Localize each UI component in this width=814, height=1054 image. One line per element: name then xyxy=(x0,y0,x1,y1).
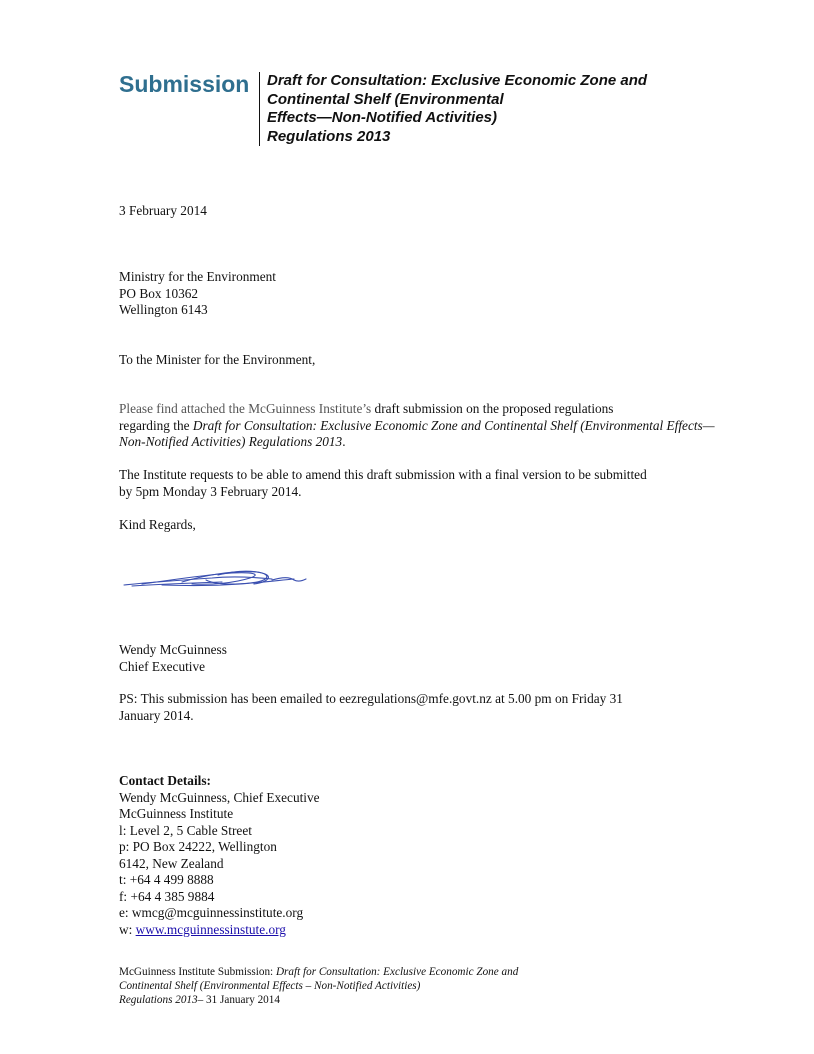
contact-line: f: +64 4 385 9884 xyxy=(119,888,215,904)
title-line: Effects—Non-Notified Activities) xyxy=(267,109,498,126)
document-title xyxy=(267,72,707,146)
signer-name: Wendy McGuinness xyxy=(119,642,227,657)
contact-line: Wendy McGuinness, Chief Executive xyxy=(119,789,320,805)
footer-line xyxy=(119,965,518,979)
footer-date: – 31 January 2014 xyxy=(197,994,280,1006)
footer-line xyxy=(119,993,518,1007)
sentence-end: . xyxy=(342,434,346,449)
contact-heading: Contact Details: xyxy=(119,773,211,788)
signature-image xyxy=(122,564,308,598)
title-line: Regulations 2013 xyxy=(267,127,391,145)
page-footer xyxy=(119,965,518,1007)
website-line xyxy=(119,922,320,939)
paragraph-line: by 5pm Monday 3 February 2014. xyxy=(119,483,302,499)
contact-line: t: +64 4 499 8888 xyxy=(119,872,214,887)
regulation-title-part2: Non-Notified Activities) Regulations 2013 xyxy=(119,434,343,449)
contact-line: p: PO Box 24222, Wellington xyxy=(119,839,277,854)
request-paragraph xyxy=(119,467,647,500)
signer-block xyxy=(119,642,227,675)
paragraph-line xyxy=(119,401,715,418)
postscript xyxy=(119,691,623,724)
address-line: Ministry for the Environment xyxy=(119,269,276,284)
contact-details xyxy=(119,773,320,938)
title-line: Continental Shelf (Environmental xyxy=(267,90,504,108)
intro-rest: draft submission on the proposed regulations xyxy=(371,401,614,416)
contact-line: McGuinness Institute xyxy=(119,806,234,821)
contact-line: l: Level 2, 5 Cable Street xyxy=(119,822,252,838)
header-label: Submission xyxy=(119,71,250,97)
footer-source: McGuinness Institute Submission: xyxy=(119,966,276,978)
intro-phrase: Please find attached the McGuinness Institute’s xyxy=(119,401,372,416)
website-prefix: w: xyxy=(119,921,136,937)
regulation-title-part1: Draft for Consultation: Exclusive Economic Zone and Continental Shelf (Environmental Effects— xyxy=(192,417,715,433)
website-link[interactable]: www.mcguinnessinstute.org xyxy=(135,921,286,937)
regarding-text: regarding the xyxy=(119,417,193,433)
paragraph-line xyxy=(119,434,715,451)
footer-title-part1: Draft for Consultation: Exclusive Economic Zone and xyxy=(275,966,519,978)
contact-line: e: wmcg@mcguinnessinstitute.org xyxy=(119,905,304,920)
ps-line: PS: This submission has been emailed to eezregulations@mfe.govt.nz at 5.00 pm on Friday 31 xyxy=(119,691,623,706)
salutation: To the Minister for the Environment, xyxy=(119,352,316,367)
footer-title-part2: Continental Shelf (Environmental Effects – Non-Notified Activities) xyxy=(119,980,421,992)
paragraph-line xyxy=(119,418,715,435)
intro-paragraph xyxy=(119,401,715,451)
ps-line: January 2014. xyxy=(119,707,194,723)
submission-header xyxy=(119,70,719,150)
contact-line: 6142, New Zealand xyxy=(119,855,224,871)
recipient-address xyxy=(119,269,276,319)
signer-title: Chief Executive xyxy=(119,658,206,674)
address-line: PO Box 10362 xyxy=(119,285,199,301)
closing: Kind Regards, xyxy=(119,517,196,532)
paragraph-line: The Institute requests to be able to amend this draft submission with a final version to be submitted xyxy=(119,467,647,482)
header-divider xyxy=(259,72,260,146)
title-line: Draft for Consultation: Exclusive Economic Zone and xyxy=(267,72,648,89)
letter-date: 3 February 2014 xyxy=(119,203,207,218)
footer-title-part3: Regulations 2013 xyxy=(119,994,198,1006)
address-line: Wellington 6143 xyxy=(119,302,208,317)
